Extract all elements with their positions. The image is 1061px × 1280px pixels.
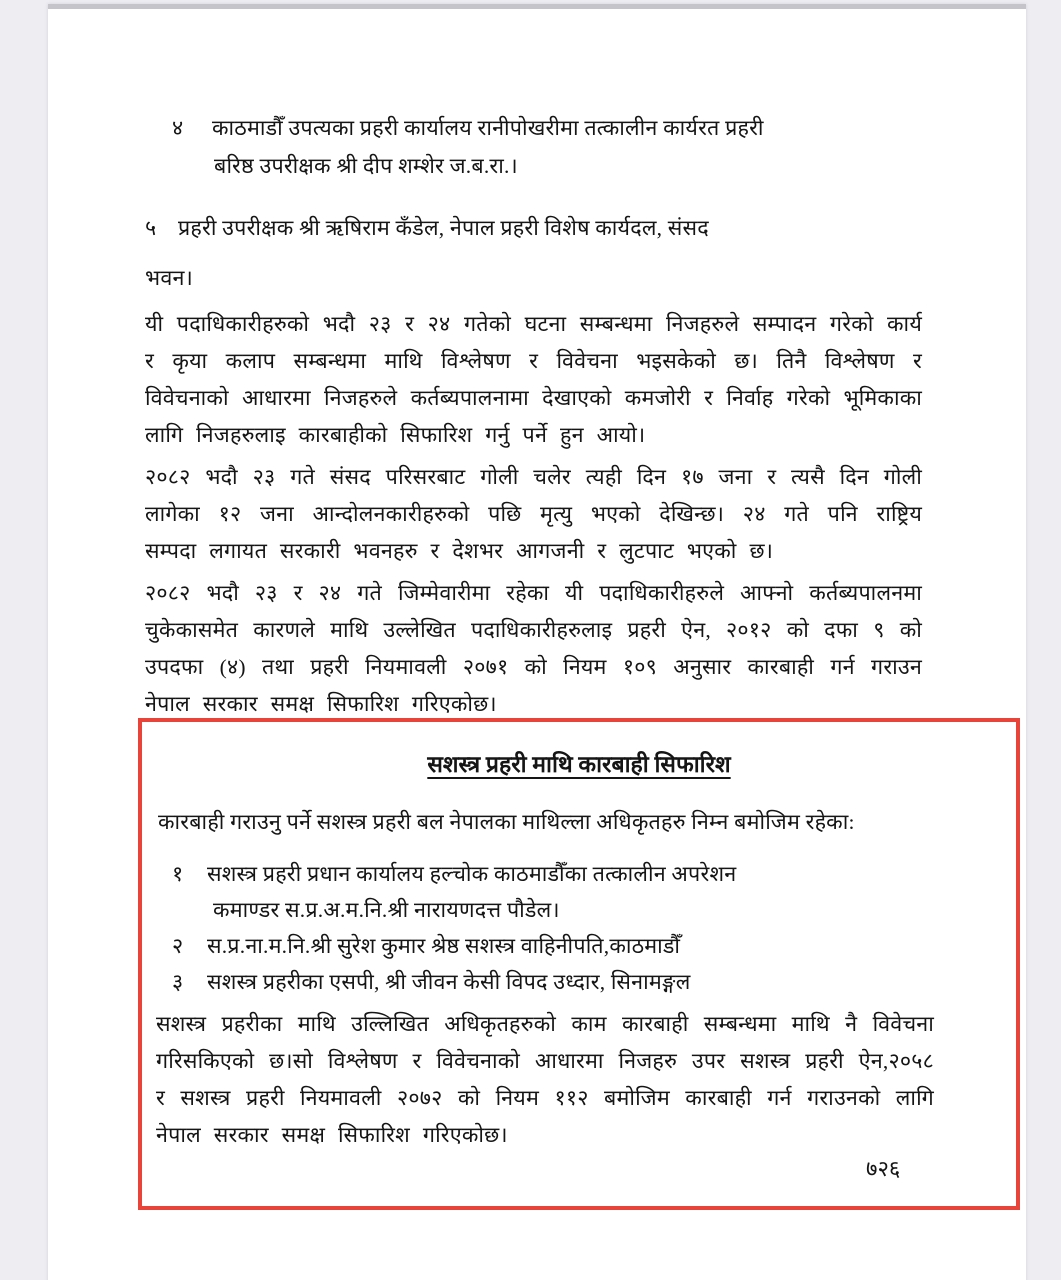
- apf-list-item-1-line-2: कमाण्डर स.प्र.अ.म.नि.श्री नारायणदत्त पौडेल।: [213, 898, 560, 922]
- section-heading-text: सशस्त्र प्रहरी माथि कारबाही सिफारिश: [427, 752, 731, 777]
- list-item-5-line-1: प्रहरी उपरीक्षक श्री ऋषिराम कँडेल, नेपाल प्रहरी विशेष कार्यदल, संसद: [178, 216, 709, 240]
- apf-closing-paragraph: सशस्त्र प्रहरीका माथि उल्लिखित अधिकृतहरुको काम कारबाही सम्बन्धमा माथि नै विवेचना गरिसकिएको छ।सो विश्लेषण र विवेचनाको आधारमा निजहरु उपर सशस्त्र प्रहरी ऐन,२०५८ र सशस्त्र प्रहरी नियमावली २०७२ को नियम ११२ बमोजिम कारबाही गर्न गराउनको लागि नेपाल सरकार समक्ष सिफारिश गरिएकोछ।: [156, 1012, 934, 1147]
- paragraph-incident-deaths: २०८२ भदौ २३ गते संसद परिसरबाट गोली चलेर त्यही दिन १७ जना र त्यसै दिन गोली लागेका १२ जना आन्दोलनकारीहरुको पछि मृत्यु भएको देखिन्छ। २४ गते पनि राष्ट्रिय सम्पदा लगायत सरकारी भवनहरु र देशभर आगजनी र लुटपाट भएको छ।: [145, 465, 922, 563]
- bhavan-line: भवन।: [145, 266, 193, 290]
- list-item-4-line-2: बरिष्ठ उपरीक्षक श्री दीप शम्शेर ज.ब.रा.।: [214, 154, 518, 178]
- apf-list-item-1-line-1: सशस्त्र प्रहरी प्रधान कार्यालय हल्चोक काठमाडौँका तत्कालीन अपरेशन: [207, 862, 737, 886]
- paragraph-police-act-recommendation: २०८२ भदौ २३ र २४ गते जिम्मेवारीमा रहेका यी पदाधिकारीहरुले आफ्नो कर्तब्यपालनमा चुकेकासमेत कारणले माथि उल्लेखित पदाधिकारीहरुलाइ प्रहरी ऐन, २०१२ को दफा ९ को उपदफा (४) तथा प्रहरी नियमावली २०७१ को नियम १०९ अनुसार कारबाही गर्न गराउन नेपाल सरकार समक्ष सिफारिश गरिएकोछ।: [145, 581, 922, 716]
- apf-intro-line: कारबाही गराउनु पर्ने सशस्त्र प्रहरी बल नेपालका माथिल्ला अधिकृतहरु निम्न बमोजिम रहेका:: [158, 810, 855, 834]
- list-number-4: ४: [172, 116, 184, 140]
- section-heading: [138, 747, 1020, 779]
- list-item-4-line-1: काठमाडौँ उपत्यका प्रहरी कार्यालय रानीपोखरीमा तत्कालीन कार्यरत प्रहरी: [212, 116, 764, 140]
- page-number: ७२६: [866, 1156, 901, 1181]
- list-number-5: ५: [145, 216, 157, 240]
- apf-list-item-2-line-1: स.प्र.ना.म.नि.श्री सुरेश कुमार श्रेष्ठ सशस्त्र वाहिनीपति,काठमाडौँ: [207, 934, 681, 958]
- apf-list-item-3-line-1: सशस्त्र प्रहरीका एसपी, श्री जीवन केसी विपद उध्दार, सिनामङ्गल: [207, 970, 691, 994]
- apf-list-number-3: ३: [172, 970, 184, 994]
- paragraph-officials-analysis: यी पदाधिकारीहरुको भदौ २३ र २४ गतेको घटना सम्बन्धमा निजहरुले सम्पादन गरेको कार्य र कृया कलाप सम्बन्धमा माथि विश्लेषण र विवेचना भइसकेको छ। तिनै विश्लेषण र विवेचनाको आधारमा निजहरुले कर्तब्यपालनामा देखाएको कमजोरी र निर्वाह गरेको भूमिकाका लागि निजहरुलाइ कारबाहीको सिफारिश गर्नु पर्ने हुन आयो।: [145, 312, 922, 447]
- apf-list-number-2: २: [172, 934, 184, 958]
- apf-list-number-1: १: [172, 862, 184, 886]
